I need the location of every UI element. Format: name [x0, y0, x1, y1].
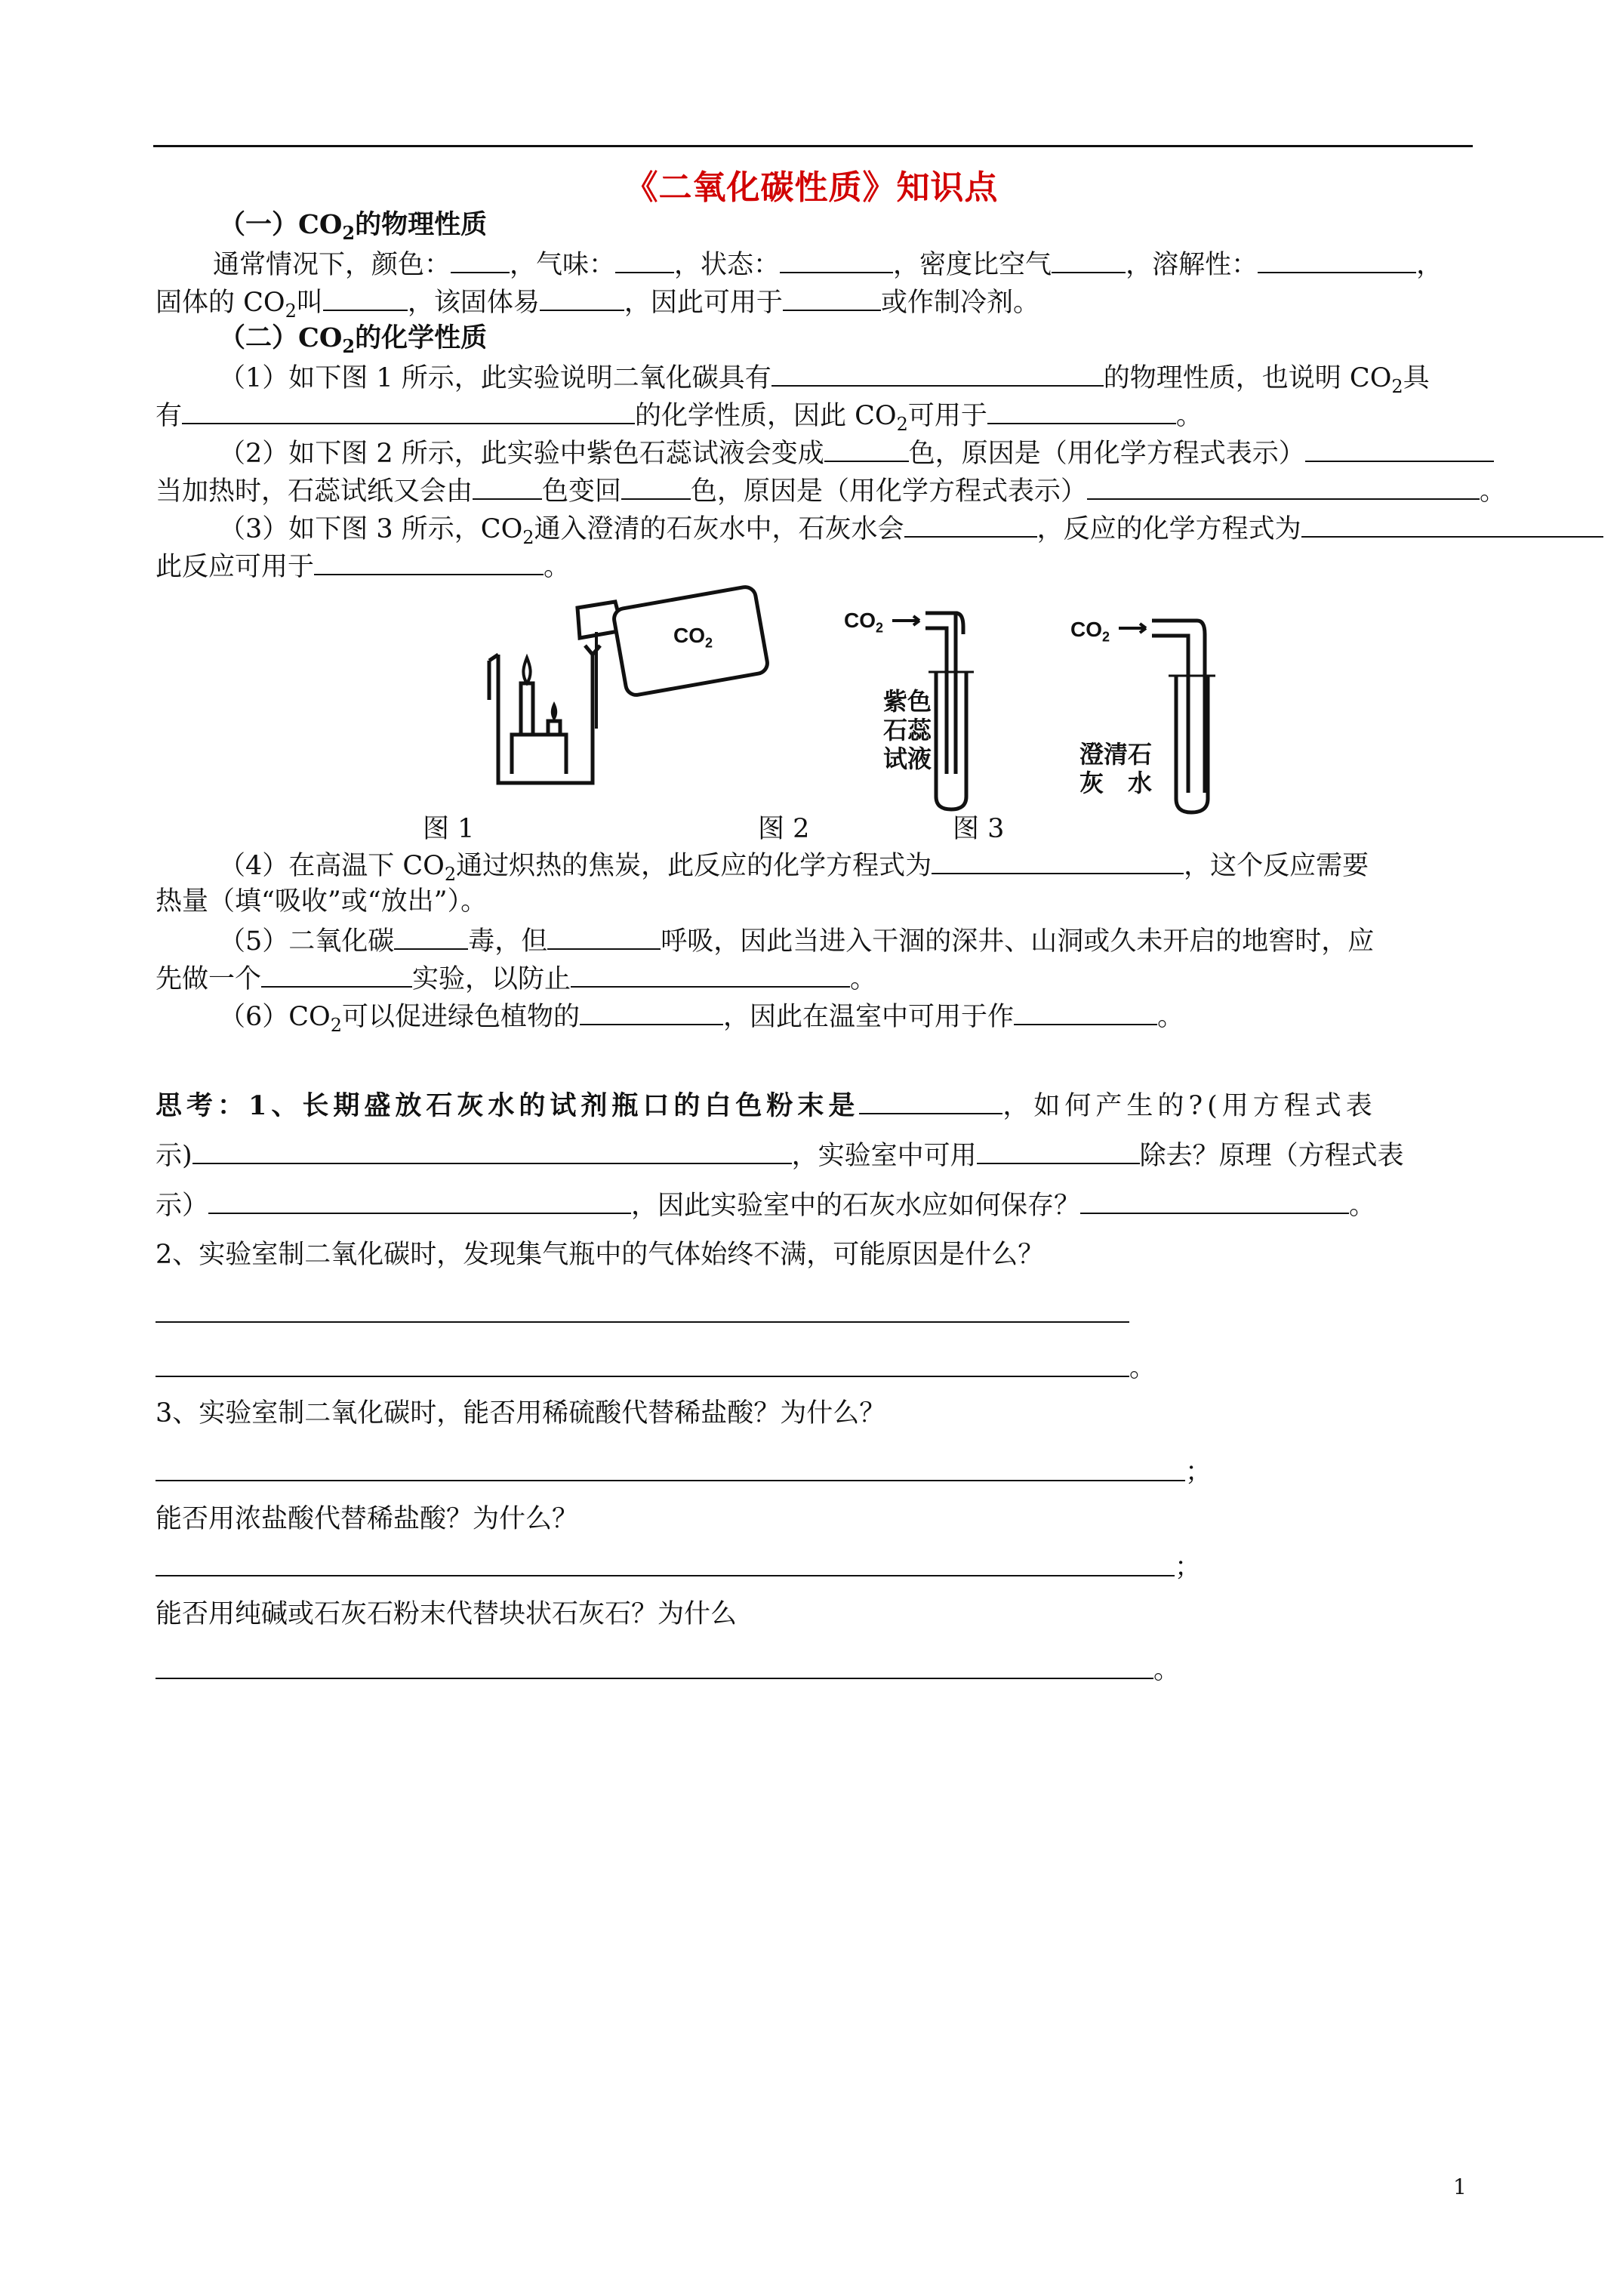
question-4-line2: 热量（填“吸收”或“放出”）。: [156, 886, 488, 917]
answer-blank[interactable]: [394, 923, 468, 950]
figure-2-liquid-label: 紫色 石蕊 试液: [883, 687, 932, 773]
think-3-end: ；: [1185, 1457, 1212, 1487]
answer-blank[interactable]: [932, 847, 1184, 874]
question-6-line1: $(6)CO_2$可以促进绿色植物的 ，因此在温室中可用于作 。: [219, 998, 1184, 1042]
think-2-end: 。: [1129, 1353, 1156, 1383]
figure-2-caption: 图 2: [758, 814, 810, 844]
question-3-line1: （3）如下图 3 所示，$CO_2$通入澄清的石灰水中，石灰水会 ，反应的化学方程式为: [219, 510, 1603, 554]
think-1-line1: 思考：1、长期盛放石灰水的试剂瓶口的白色粉末是 ，如何产生的?(用方程式表: [156, 1087, 1377, 1123]
figure-1-caption: 图 1: [423, 814, 475, 844]
section1-line2: 固体的 $CO_2$叫 ，该固体易 ，因此可用于 或作制冷剂。: [156, 284, 1039, 328]
answer-blank[interactable]: [182, 397, 635, 424]
answer-blank[interactable]: [780, 246, 893, 273]
figure-3-co2-label: $CO_2$: [1070, 618, 1110, 645]
answer-blank[interactable]: [977, 1137, 1140, 1164]
figure-1-beaker-candles: [476, 585, 778, 789]
answer-line[interactable]: [156, 1350, 1129, 1377]
header-rule: [153, 145, 1473, 147]
think-5-end: 。: [1153, 1655, 1181, 1685]
answer-blank[interactable]: [323, 284, 408, 311]
question-5-line1: （5）二氧化碳 毒，但 呼吸，因此当进入干涸的深井、山洞或久未开启的地窖时，应: [219, 923, 1374, 958]
think-4-question: 能否用浓盐酸代替稀盐酸？为什么？: [156, 1504, 579, 1534]
answer-blank[interactable]: [621, 473, 691, 500]
figure-2-co2-label: $CO_2$: [844, 609, 884, 636]
question-3-line2: 此反应可用于 。: [156, 548, 570, 584]
answer-blank[interactable]: [1305, 435, 1494, 462]
answer-blank[interactable]: [314, 548, 544, 575]
answer-blank[interactable]: [904, 510, 1037, 538]
answer-line[interactable]: [156, 1652, 1153, 1679]
question-2-line1: （2）如下图 2 所示，此实验中紫色石蕊试液会变成 色，原因是（用化学方程式表示）: [219, 435, 1494, 470]
answer-blank[interactable]: [987, 397, 1176, 424]
answer-blank[interactable]: [1052, 246, 1126, 273]
question-5-line2: 先做一个 实验，以防止 。: [156, 960, 876, 996]
answer-blank[interactable]: [1258, 246, 1416, 273]
answer-blank[interactable]: [1080, 1187, 1349, 1214]
answer-blank[interactable]: [783, 284, 881, 311]
question-4-line1: （4）在高温下 $CO_2$通过炽热的焦炭，此反应的化学方程式为 ，这个反应需要: [219, 847, 1369, 891]
page-title: 《二氧化碳性质》知识点: [624, 168, 999, 207]
answer-blank[interactable]: [859, 1087, 1002, 1114]
figure-3-caption: 图 3: [953, 814, 1005, 844]
section2-heading: （二）$CO_2$的化学性质: [219, 322, 488, 357]
think-1-line2: 示) ，实验室中可用 除去？原理（方程式表: [156, 1137, 1404, 1173]
think-2-question: 2、实验室制二氧化碳时，发现集气瓶中的气体始终不满，可能原因是什么？: [156, 1240, 1045, 1270]
answer-blank[interactable]: [547, 923, 661, 950]
answer-line[interactable]: [156, 1296, 1129, 1323]
answer-blank[interactable]: [1301, 510, 1603, 538]
think-5-question: 能否用纯碱或石灰石粉末代替块状石灰石？为什么: [156, 1599, 738, 1629]
section1-heading: （一）$CO_2$的物理性质: [219, 209, 488, 244]
section1-line1: 通常情况下，颜色： ，气味： ，状态： ，密度比空气 ，溶解性： ，: [213, 246, 1443, 282]
answer-blank[interactable]: [540, 284, 624, 311]
page-number: 1: [1453, 2174, 1467, 2199]
answer-blank[interactable]: [208, 1187, 631, 1214]
answer-line[interactable]: [156, 1454, 1185, 1481]
think-4-end: ；: [1175, 1552, 1202, 1583]
answer-blank[interactable]: [261, 960, 412, 988]
answer-blank[interactable]: [615, 246, 674, 273]
answer-blank[interactable]: [1087, 473, 1480, 500]
answer-blank[interactable]: [771, 359, 1104, 387]
answer-blank[interactable]: [571, 960, 850, 988]
answer-blank[interactable]: [451, 246, 510, 273]
figure-3-liquid-label: 澄清石 灰 水: [1079, 740, 1153, 797]
bottle-label: $CO_2$: [673, 624, 713, 651]
answer-blank[interactable]: [473, 473, 542, 500]
think-3-question: 3、实验室制二氧化碳时，能否用稀硫酸代替稀盐酸？为什么？: [156, 1398, 886, 1428]
question-2-line2: 当加热时，石蕊试纸又会由 色变回 色，原因是（用化学方程式表示） 。: [156, 473, 1506, 508]
question-1-line2: 有 的化学性质，因此 $CO_2$可用于 。: [156, 397, 1203, 441]
answer-blank[interactable]: [824, 435, 909, 462]
answer-blank[interactable]: [1014, 998, 1157, 1025]
answer-blank[interactable]: [192, 1137, 792, 1164]
answer-line[interactable]: [156, 1549, 1175, 1576]
think-1-line3: 示） ，因此实验室中的石灰水应如何保存？ 。: [156, 1187, 1375, 1222]
question-1-line1: （1）如下图 1 所示，此实验说明二氧化碳具有 的物理性质，也说明 $CO_2$具: [219, 359, 1430, 403]
answer-blank[interactable]: [580, 998, 723, 1025]
